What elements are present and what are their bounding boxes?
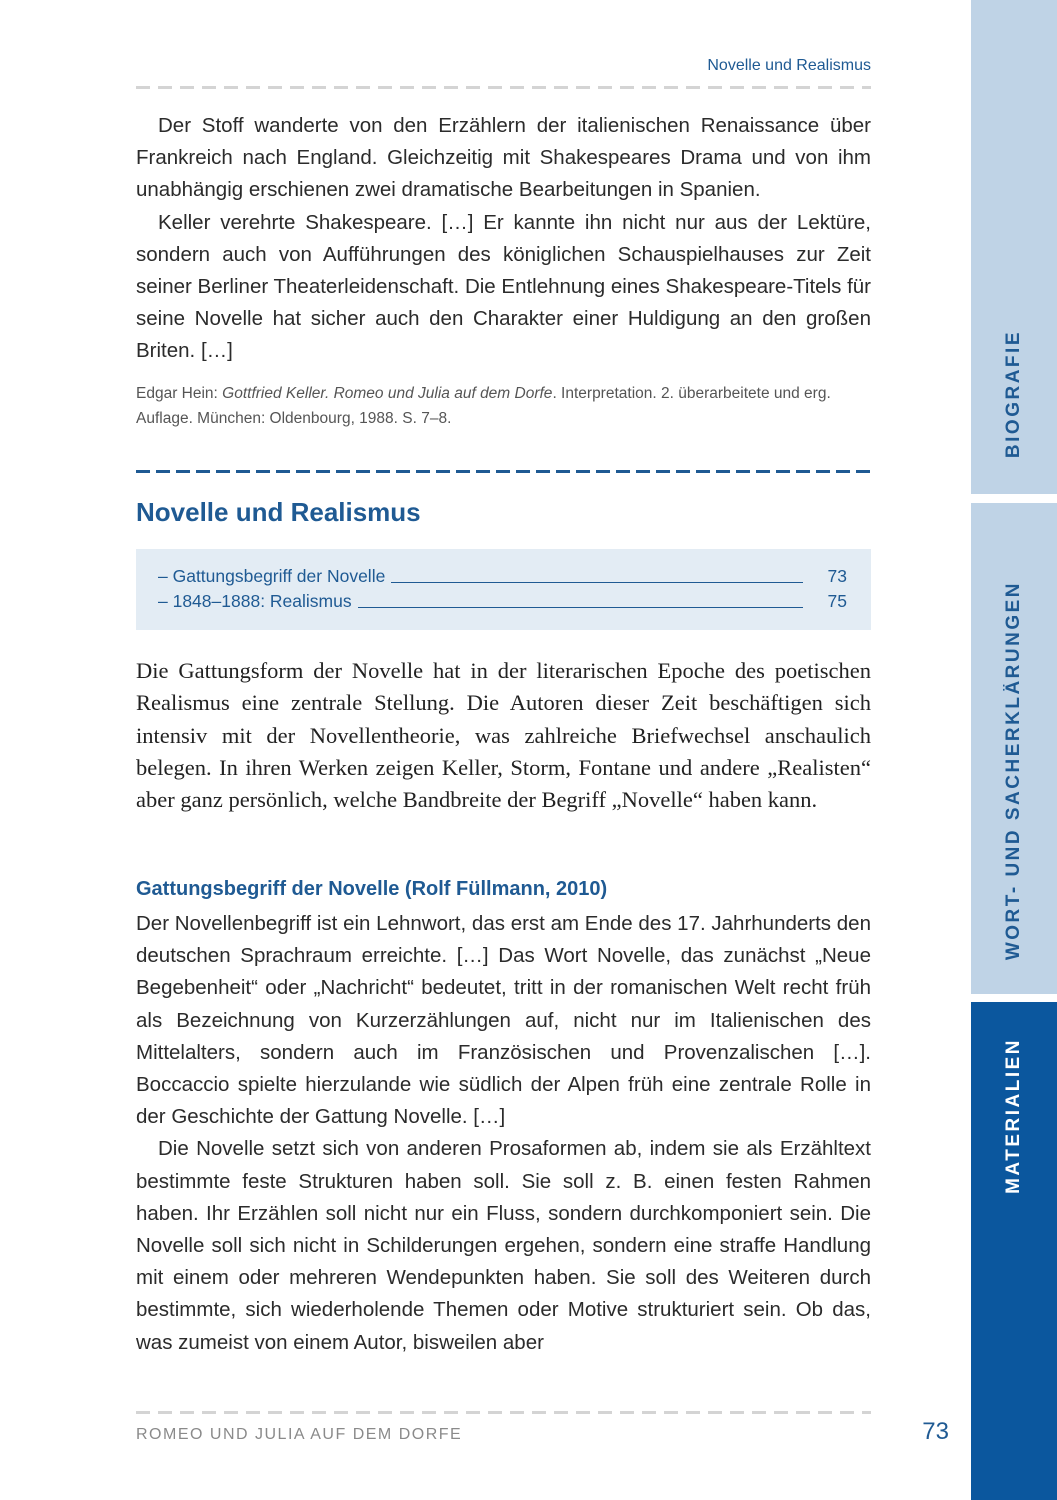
toc-entry-label: – Gattungsbegriff der Novelle [158, 566, 386, 586]
side-tab-label: WORT- UND SACHERKLÄRUNGEN [1003, 580, 1024, 960]
body-paragraph: Der Novellenbegriff ist ein Lehnwort, das erst am Ende des 17. Jahrhunderts den deutschen Sprachraum erreichte. […] Das Wort Novelle, das zunächst „Neue Begebenheit“ oder „Nachricht“ bedeutet, tritt in der romanischen Welt recht früh als Bezeichnung von Kurzerzählungen auf, nicht nur im Italienischen des Mittelalters, sondern auch im Französischen und Provenzalischen […]. Boccaccio spielte hierzulande wie südlich der Alpen früh eine zentrale Rolle in der Geschichte der Gattung Novelle. […] [136, 912, 871, 1129]
side-tab-wort-und-sacherklaerungen[interactable] [971, 503, 1057, 994]
footer-book-title: ROMEO UND JULIA AUF DEM DORFE [136, 1426, 463, 1443]
citation [136, 381, 871, 431]
toc-leader-line [391, 582, 803, 583]
footer-divider [136, 1411, 871, 1414]
quote-paragraph: Der Stoff wanderte von den Erzählern der italienischen Renaissance über Frankreich nach England. Gleichzeitig mit Shakespeares Drama und von ihm unabhängig erschienen zwei dramatische Bearbeitungen in Spanien. [136, 114, 871, 202]
body-paragraph: Die Novelle setzt sich von anderen Prosaformen ab, indem sie als Erzähltext bestimmte feste Strukturen haben soll. Sie soll z. B. einen festen Rahmen haben. Ihr Erzählen soll nicht nur ein Fluss, sondern durchkomponiert sein. Die Novelle soll sich nicht in Schilderungen ergehen, sondern eine straffe Handlung mit einem oder mehreren Wendepunkten haben. Sie soll des Weiteren durch bestimmte, sich wiederholende Themen oder Motive strukturiert sein. Ob das, was zumeist von einem Autor, bisweilen aber [136, 1137, 871, 1354]
side-tab-label: MATERIALIEN [1003, 1038, 1024, 1194]
section-toc [136, 549, 871, 630]
side-tab-label: BIOGRAFIE [1003, 329, 1024, 458]
subsection-body [136, 908, 871, 1359]
citation-title: Gottfried Keller. Romeo und Julia auf dem Dorfe [222, 385, 553, 402]
toc-entry-page: 75 [827, 591, 847, 611]
toc-entry-page: 73 [827, 566, 847, 586]
section-intro: Die Gattungsform der Novelle hat in der literarischen Epoche des poetischen Realismus eine zentrale Stellung. Die Autoren dieser Zeit beschäftigen sich intensiv mit der Novellentheorie, was zahlreiche Briefwechsel anschaulich belegen. In ihren Werken zeigen Keller, Storm, Fontane und andere „Realisten“ aber ganz persönlich, welche Bandbreite der Begriff „Novelle“ haben kann. [136, 658, 871, 813]
quote-paragraph: Keller verehrte Shakespeare. […] Er kannte ihn nicht nur aus der Lektüre, sondern auch von Aufführungen des königlichen Schauspielhauses zur Zeit seiner Berliner Theaterleidenschaft. Die Entlehnung eines Shakespeare-Titels für seine Novelle hat sicher auch den Charakter einer Huldigung an den großen Briten. […] [136, 210, 871, 363]
subsection-title: Gattungsbegriff der Novelle (Rolf Füllmann, 2010) [136, 878, 608, 900]
side-tab-biografie[interactable] [971, 0, 1057, 494]
citation-details: . Interpretation. 2. überarbeitete und erg. Auflage. München: Oldenbourg, 1988. S. 7–8. [136, 385, 831, 427]
toc-entry[interactable] [158, 563, 847, 587]
section-title: Novelle und Realismus [136, 497, 421, 527]
toc-leader-line [358, 607, 803, 608]
toc-entry[interactable] [158, 588, 847, 612]
side-tab-materialien[interactable] [971, 1002, 1057, 1500]
running-head: Novelle und Realismus [707, 57, 871, 74]
page-number: 73 [922, 1418, 949, 1445]
section-divider [136, 470, 871, 473]
citation-author: Edgar Hein: [136, 385, 223, 402]
header-divider [136, 86, 871, 89]
toc-entry-label: – 1848–1888: Realismus [158, 591, 352, 611]
quote-block [136, 110, 871, 368]
